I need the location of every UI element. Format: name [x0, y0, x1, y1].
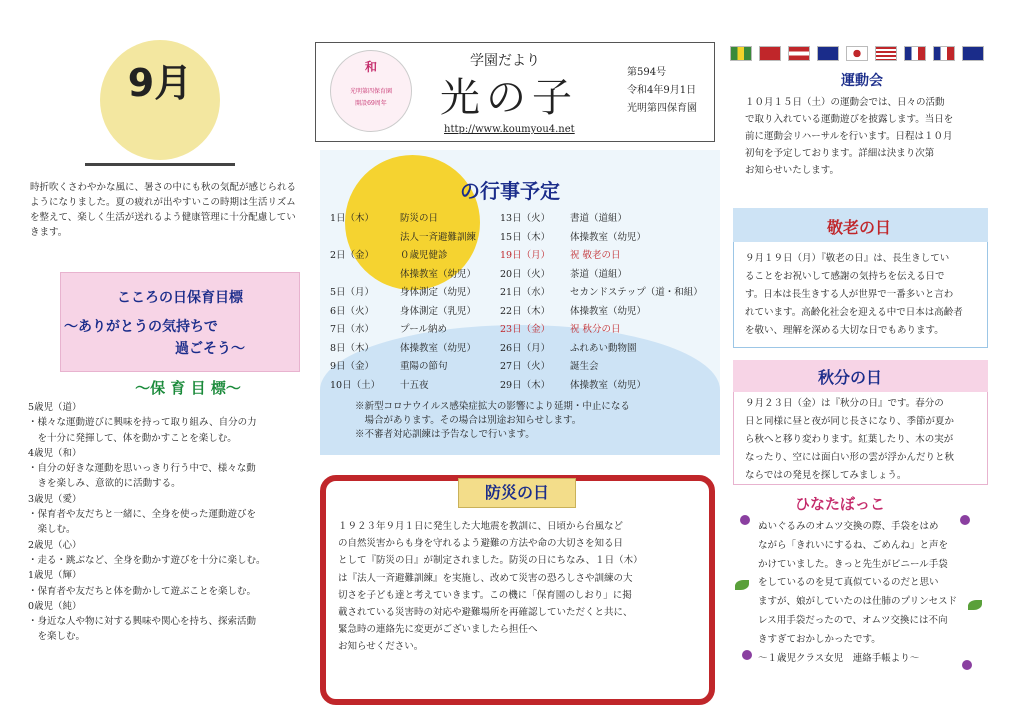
schedule-event: ふれあい動物園 — [570, 342, 637, 354]
hinatabokko-line: ぬいぐるみのオムツ交換の際、手袋をはめ — [758, 521, 939, 532]
flag-icon — [933, 46, 955, 61]
heart-goal-heading: こころの日保育目標 — [117, 290, 243, 306]
schedule-date: 20日（火） — [500, 268, 551, 280]
school-name: 光明第四保育園 — [627, 103, 697, 114]
schedule-row — [500, 210, 703, 229]
equinox-day-line: ならではの発見を探してみましょう。 — [745, 470, 907, 481]
schedule-date: 8日（木） — [330, 342, 375, 354]
grape-icon — [740, 515, 750, 525]
equinox-day-line: 日と同様に昼と夜が同じ長さになり、季節が夏か — [745, 416, 955, 427]
schedule-date: 29日（木） — [500, 379, 551, 391]
disaster-line: 緊急時の連絡先に変更がございましたら担任へ — [338, 624, 538, 636]
hinatabokko-line: きすぎておかしかったです。 — [758, 633, 881, 645]
flag-icon — [788, 46, 810, 61]
schedule-date: 10日（土） — [330, 379, 381, 391]
schedule-row — [500, 266, 703, 285]
schedule-event: ０歳児健診 — [400, 250, 448, 261]
schedule-date: 19日（月） — [500, 250, 551, 261]
goal-line: 4歳児（和） — [28, 447, 82, 459]
schedule-row — [330, 340, 476, 359]
schedule-event: 祝 敬老の日 — [570, 250, 621, 261]
newsletter-title: 光の子 — [440, 75, 578, 121]
schedule-event: 防災の日 — [400, 213, 439, 224]
respect-aged-day-line: を敬い、理解を深める大切な日でもあります。 — [745, 325, 944, 336]
issue-date: 令和4年9月1日 — [627, 85, 697, 96]
schedule-date: 23日（金） — [500, 324, 551, 335]
goal-line: ・走る・跳ぶなど、全身を動かす遊びを十分に楽しむ。 — [28, 554, 266, 566]
goal-line: 0歳児（純） — [28, 600, 82, 612]
newsletter-subtitle: 学園だより — [470, 53, 540, 69]
respect-aged-day-text — [745, 250, 980, 340]
hinatabokko-line: ますが、娘がしていたのは仕肺のプリンセスド — [758, 596, 958, 608]
goal-line: 3歳児（愛） — [28, 493, 82, 505]
hinatabokko-line: かけていました。きっと先生がビニール手袋 — [758, 558, 948, 570]
website-link[interactable]: http://www.koumyou4.net — [444, 124, 575, 135]
disaster-line: の自然災害からも身を守れるよう避難の方法や命の大切さを知る日 — [338, 538, 624, 550]
disaster-line: として『防災の日』が制定されました。防災の日にちなみ、１日（木） — [338, 555, 643, 567]
schedule-event: 法人一斉避難訓練 — [400, 231, 477, 243]
schedule-note: ※不審者対応訓練は予告なしで行います。 — [355, 429, 535, 440]
schedule-event: 書道（道組） — [570, 213, 628, 224]
anniversary-years: 開設69周年 — [355, 100, 387, 107]
flag-bunting — [730, 46, 985, 68]
grape-icon — [742, 650, 752, 660]
schedule-note: ※新型コロナウイルス感染症拡大の影響により延期・中止になる — [355, 401, 630, 412]
disaster-line: １９２３年９月１日に発生した大地震を教訓に、日頃から台風など — [338, 521, 624, 532]
flag-icon — [875, 46, 897, 61]
schedule-row — [330, 266, 476, 285]
goal-line: 楽しむ。 — [28, 524, 76, 536]
schedule-note: 場合があります。その場合は別途お知らせします。 — [355, 415, 582, 426]
schedule-date: 9日（金） — [330, 361, 375, 372]
schedule-row — [330, 321, 476, 340]
disaster-day-title: 防災の日 — [458, 478, 576, 508]
goal-line: 1歳児（輝） — [28, 570, 82, 582]
heart-goal-line: 過ごそう～ — [175, 341, 245, 357]
sports-day-line: お知らせいたします。 — [745, 165, 839, 176]
schedule-row-holiday — [500, 247, 703, 266]
goals-heading: ～保 育 目 標～ — [135, 379, 241, 397]
sports-day-line: 前に運動会リハーサルを行います。日程は１０月 — [745, 131, 953, 142]
schedule-row — [500, 340, 703, 359]
schedule-row — [330, 303, 476, 322]
schedule-row — [500, 229, 703, 248]
schedule-event: プール納め — [400, 324, 448, 335]
schedule-event: 誕生会 — [570, 361, 599, 372]
goal-line: ・保育者や友だちと体を動かして遊ぶことを楽しむ。 — [28, 585, 257, 597]
month-title: 9月 — [127, 61, 193, 105]
schedule-date: 2日（金） — [330, 250, 375, 261]
schedule-notes — [355, 400, 715, 442]
leaf-icon — [735, 580, 749, 590]
rabbit-illustration — [85, 150, 235, 166]
goals-list — [28, 400, 303, 645]
schedule-row — [330, 247, 476, 266]
sports-day-title: 運動会 — [841, 73, 883, 89]
schedule-date: 27日（火） — [500, 361, 551, 372]
goal-line: ・身近な人や物に対する興味や関心を持ち、探索活動 — [28, 616, 257, 628]
grape-icon — [962, 660, 972, 670]
goal-line: ・様々な運動遊びに興味を持って取り組み、自分の力 — [28, 417, 257, 429]
respect-aged-day-line: れています。高齢化社会を迎える中で日本は高齢者 — [745, 307, 963, 318]
goal-line: を楽しむ。 — [28, 631, 86, 643]
sports-day-line: 初旬を予定しております。詳細は決まり次第 — [745, 148, 935, 159]
respect-aged-day-line: ることをお祝いして感謝の気持ちを伝える日で — [745, 271, 945, 282]
hinatabokko-line: をしているのを見て真似ているのだと思い — [758, 577, 939, 589]
sports-day-line: １０月１５日（土）の運動会では、日々の活動 — [745, 97, 945, 108]
disaster-day-text — [338, 518, 698, 656]
respect-aged-day-title: 敬老の日 — [827, 218, 892, 237]
goal-line: を十分に発揮して、体を動かすことを楽しむ。 — [28, 432, 237, 444]
schedule-event: 重陽の節句 — [400, 361, 448, 372]
flag-icon — [817, 46, 839, 61]
schedule-event: 祝 秋分の日 — [570, 324, 621, 335]
intro-text: 時折吹くさわやかな風に、暑さの中にも秋の気配が感じられるようになりました。夏の疲れが出やすいこの時期は生活リズムを整えて、楽しく生活が送れるよう健康管理に十分配慮していきます。 — [30, 182, 297, 238]
flag-icon — [846, 46, 868, 61]
schedule-row — [330, 210, 476, 229]
disaster-line: は『法人一斉避難訓練』を実施し、改めて災害の恐ろしさや訓練の大 — [338, 572, 633, 584]
schedule-event: 体操教室（幼児） — [570, 305, 647, 317]
hinatabokko-line: ながら「きれいにするね、ごめんね」と声を — [758, 539, 949, 551]
anniversary-school: 光明第四保育園 — [349, 88, 392, 95]
schedule-event: 体操教室（幼児） — [570, 231, 647, 243]
schedule-row — [330, 229, 476, 248]
issue-info — [627, 64, 697, 118]
schedule-event: 体操教室（幼児） — [400, 268, 477, 280]
schedule-row — [330, 284, 476, 303]
flag-icon — [962, 46, 984, 61]
schedule-date: 6日（火） — [330, 305, 375, 317]
hinatabokko-line: レス用手袋だったので、オムツ交換には不向 — [758, 614, 948, 626]
goal-line: きを楽しみ、意欲的に活動する。 — [28, 478, 181, 490]
flag-icon — [904, 46, 926, 61]
flag-icon — [730, 46, 752, 61]
goal-line: 5歳児（道） — [28, 402, 82, 413]
goal-line: 2歳児（心） — [28, 539, 82, 551]
goal-line: ・保育者や友だちと一緒に、全身を使った運動遊びを — [28, 509, 257, 521]
sports-day-text — [745, 94, 985, 179]
disaster-line: お知らせください。 — [338, 641, 424, 653]
respect-aged-day-line: す。日本は長生きする人が世界で一番多いと言わ — [745, 289, 954, 300]
schedule-row — [500, 358, 703, 377]
schedule-row — [500, 284, 703, 303]
schedule-event: 体操教室（幼児） — [400, 342, 477, 354]
anniversary-kanji: 和 — [364, 60, 377, 74]
schedule-row — [500, 303, 703, 322]
schedule-date: 13日（火） — [500, 213, 551, 224]
hinatabokko-line: ～１歳児クラス女児 連絡手帳より～ — [758, 652, 920, 664]
intro-paragraph — [30, 180, 302, 240]
schedule-right-column — [500, 210, 703, 395]
schedule-event: 十五夜 — [400, 379, 429, 391]
heart-goal-line: ～ありがとうの気持ちで — [64, 319, 218, 335]
goal-line: ・自分の好きな運動を思いっきり行う中で、様々な動 — [28, 463, 256, 475]
equinox-day-line: なったり、空には面白い形の雲が浮かんだりと秋 — [745, 452, 955, 463]
schedule-date: 26日（月） — [500, 342, 551, 354]
flag-icon — [759, 46, 781, 61]
respect-aged-day-line: ９月１９日（月）『敬老の日』は、長生きしてい — [745, 253, 950, 264]
hinatabokko-text — [758, 518, 963, 668]
leaf-icon — [968, 600, 982, 610]
schedule-date: 5日（月） — [330, 287, 375, 298]
sports-day-line: で取り入れている運動遊びを披露します。当日を — [745, 114, 954, 125]
schedule-row — [330, 377, 476, 396]
schedule-date: 22日（木） — [500, 305, 551, 317]
equinox-day-line: ら秋へと移り変わります。紅葉したり、木の実が — [745, 434, 954, 445]
issue-number: 第594号 — [627, 67, 667, 78]
schedule-left-column — [330, 210, 476, 395]
schedule-event: 身体測定（幼児） — [400, 287, 477, 298]
schedule-row — [330, 358, 476, 377]
equinox-day-line: ９月２３日（金）は『秋分の日』です。春分の — [745, 398, 944, 409]
equinox-day-text — [745, 395, 980, 485]
schedule-date: 7日（水） — [330, 324, 375, 335]
disaster-line: 切さを子ども達と考えていきます。この機に「保育園のしおり」に掲 — [338, 589, 632, 601]
schedule-event: 体操教室（幼児） — [570, 379, 647, 391]
schedule-date: 1日（木） — [330, 213, 375, 224]
schedule-event: セカンドステップ（道・和組） — [570, 287, 703, 298]
schedule-event: 茶道（道組） — [570, 268, 628, 280]
hinatabokko-title: ひなたぼっこ — [795, 495, 886, 513]
equinox-day-title: 秋分の日 — [818, 368, 883, 387]
schedule-row — [500, 377, 703, 396]
schedule-row-holiday — [500, 321, 703, 340]
schedule-event: 身体測定（乳児） — [400, 305, 477, 317]
schedule-title: の行事予定 — [460, 179, 560, 203]
disaster-line: 載されている災害時の対応や避難場所を再確認していただくと共に、 — [338, 607, 633, 619]
schedule-date: 15日（木） — [500, 231, 551, 243]
schedule-date: 21日（水） — [500, 287, 551, 298]
